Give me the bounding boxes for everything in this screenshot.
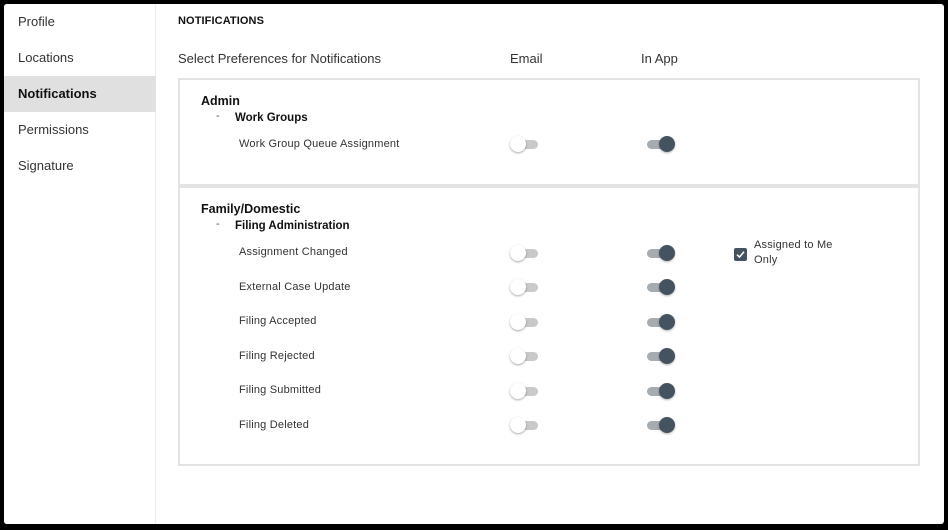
sidebar-item-permissions[interactable]: Permissions bbox=[18, 122, 89, 137]
in-app-toggle[interactable] bbox=[645, 135, 675, 153]
sidebar-item-locations[interactable]: Locations bbox=[18, 50, 74, 65]
settings-sidebar bbox=[4, 4, 156, 524]
email-toggle[interactable] bbox=[510, 244, 540, 262]
sidebar-item-notifications[interactable]: Notifications bbox=[4, 76, 156, 112]
app-window bbox=[4, 4, 944, 524]
email-toggle[interactable] bbox=[510, 278, 540, 296]
preferences-heading: Select Preferences for Notifications bbox=[178, 51, 382, 66]
in-app-toggle[interactable] bbox=[645, 278, 675, 296]
email-column-header: Email bbox=[510, 51, 543, 66]
page-title: NOTIFICATIONS bbox=[178, 15, 265, 27]
subgroup-title: Filing Administration bbox=[235, 220, 350, 232]
assigned-to-me-label: Assigned to Me Only bbox=[754, 239, 833, 266]
family-domestic-section bbox=[178, 186, 920, 466]
in-app-toggle[interactable] bbox=[645, 416, 675, 434]
email-toggle[interactable] bbox=[510, 382, 540, 400]
email-toggle[interactable] bbox=[510, 416, 540, 434]
row-label: Assignment Changed bbox=[239, 246, 348, 258]
email-toggle[interactable] bbox=[510, 347, 540, 365]
group-title: Admin bbox=[201, 94, 240, 108]
row-label: Filing Accepted bbox=[239, 315, 317, 327]
row-label: Filing Rejected bbox=[239, 350, 315, 362]
row-label: Work Group Queue Assignment bbox=[239, 138, 400, 150]
in-app-toggle[interactable] bbox=[645, 313, 675, 331]
email-toggle[interactable] bbox=[510, 135, 540, 153]
sidebar-item-profile[interactable]: Profile bbox=[18, 14, 55, 29]
in-app-toggle[interactable] bbox=[645, 347, 675, 365]
group-title: Family/Domestic bbox=[201, 202, 301, 216]
row-label: Filing Submitted bbox=[239, 384, 322, 396]
in-app-toggle[interactable] bbox=[645, 244, 675, 262]
subgroup-collapse-toggle[interactable]: - bbox=[216, 218, 220, 230]
checkmark-icon bbox=[736, 250, 745, 259]
email-toggle[interactable] bbox=[510, 313, 540, 331]
sidebar-item-signature[interactable]: Signature bbox=[18, 158, 74, 173]
subgroup-collapse-toggle[interactable]: - bbox=[216, 110, 220, 122]
admin-section bbox=[178, 78, 920, 186]
subgroup-title: Work Groups bbox=[235, 112, 308, 124]
row-label: Filing Deleted bbox=[239, 419, 310, 431]
assigned-to-me-checkbox[interactable] bbox=[734, 248, 747, 261]
notifications-panel bbox=[157, 4, 944, 524]
in-app-column-header: In App bbox=[641, 51, 678, 66]
row-label: External Case Update bbox=[239, 281, 351, 293]
in-app-toggle[interactable] bbox=[645, 382, 675, 400]
